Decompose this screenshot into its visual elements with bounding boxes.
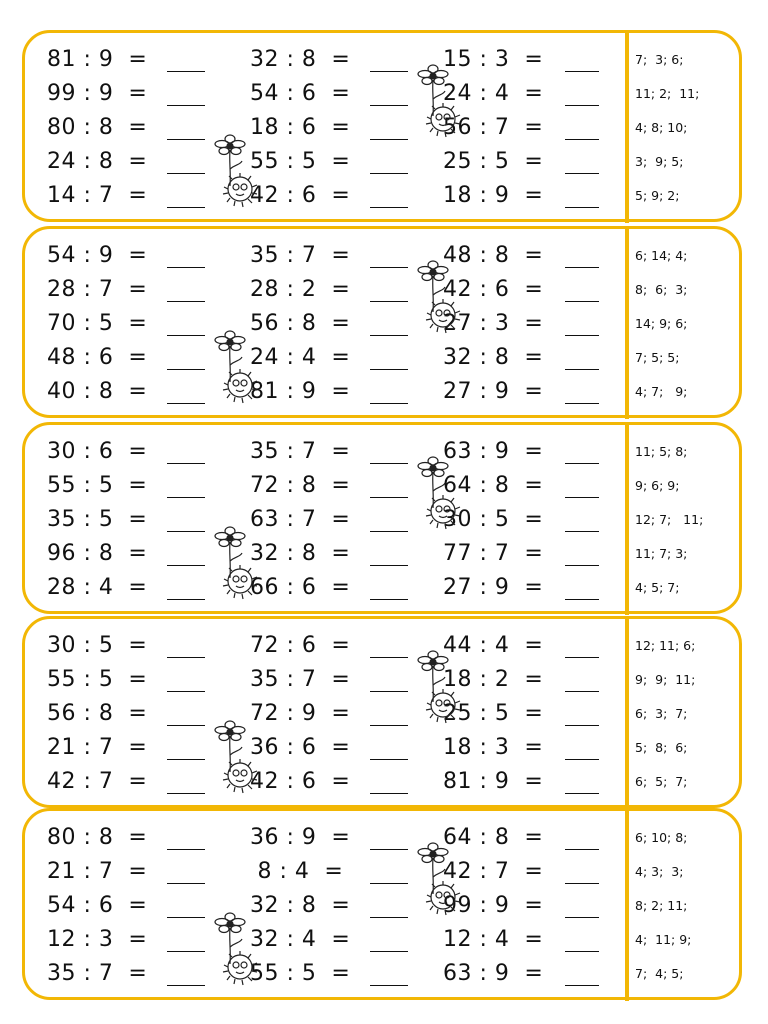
answer-divider bbox=[625, 422, 629, 615]
answer-blank[interactable] bbox=[565, 531, 599, 532]
flower-hedgehog-icon bbox=[403, 453, 463, 537]
answer-key-row: 12; 11; 6; bbox=[635, 638, 696, 653]
division-problem: 24 : 4 = bbox=[443, 81, 544, 106]
answer-blank[interactable] bbox=[565, 301, 599, 302]
flower-hedgehog-icon bbox=[403, 839, 463, 923]
answer-blank[interactable] bbox=[370, 985, 408, 986]
division-problem: 54 : 9 = bbox=[47, 243, 148, 268]
division-problem: 30 : 6 = bbox=[47, 439, 148, 464]
answer-divider bbox=[625, 30, 629, 223]
division-problem: 18 : 6 = bbox=[250, 115, 351, 140]
division-problem: 80 : 8 = bbox=[47, 115, 148, 140]
division-problem: 18 : 3 = bbox=[443, 735, 544, 760]
answer-blank[interactable] bbox=[167, 849, 205, 850]
division-problem: 28 : 2 = bbox=[250, 277, 351, 302]
answer-key-row: 7; 3; 6; bbox=[635, 52, 684, 67]
answer-key-row: 6; 3; 7; bbox=[635, 706, 688, 721]
division-problem: 36 : 9 = bbox=[250, 825, 351, 850]
answer-blank[interactable] bbox=[167, 267, 205, 268]
answer-blank[interactable] bbox=[167, 301, 205, 302]
division-problem: 55 : 5 = bbox=[250, 149, 351, 174]
answer-blank[interactable] bbox=[565, 139, 599, 140]
division-problem: 48 : 8 = bbox=[443, 243, 544, 268]
answer-blank[interactable] bbox=[167, 883, 205, 884]
division-problem: 96 : 8 = bbox=[47, 541, 148, 566]
division-problem: 81 : 9 = bbox=[250, 379, 351, 404]
flower-hedgehog-icon bbox=[403, 647, 463, 731]
answer-key-row: 5; 9; 2; bbox=[635, 188, 680, 203]
answer-blank[interactable] bbox=[565, 951, 599, 952]
answer-blank[interactable] bbox=[370, 369, 408, 370]
division-problem: 18 : 9 = bbox=[443, 183, 544, 208]
answer-blank[interactable] bbox=[167, 691, 205, 692]
division-problem: 42 : 6 = bbox=[443, 277, 544, 302]
division-problem: 35 : 7 = bbox=[250, 439, 351, 464]
division-problem: 80 : 8 = bbox=[47, 825, 148, 850]
division-problem: 63 : 9 = bbox=[443, 439, 544, 464]
division-problem: 32 : 8 = bbox=[443, 345, 544, 370]
division-problem: 21 : 7 = bbox=[47, 735, 148, 760]
flower-hedgehog-icon bbox=[200, 523, 260, 607]
answer-blank[interactable] bbox=[565, 657, 599, 658]
division-problem: 35 : 5 = bbox=[47, 507, 148, 532]
division-problem: 35 : 7 = bbox=[47, 961, 148, 986]
division-problem: 25 : 5 = bbox=[443, 701, 544, 726]
division-problem: 30 : 5 = bbox=[47, 633, 148, 658]
answer-blank[interactable] bbox=[167, 463, 205, 464]
answer-blank[interactable] bbox=[565, 691, 599, 692]
flower-hedgehog-icon bbox=[200, 717, 260, 801]
answer-key-row: 9; 6; 9; bbox=[635, 478, 680, 493]
answer-blank[interactable] bbox=[565, 725, 599, 726]
division-problem: 42 : 6 = bbox=[250, 183, 351, 208]
answer-blank[interactable] bbox=[565, 369, 599, 370]
division-problem: 77 : 7 = bbox=[443, 541, 544, 566]
answer-key-row: 7; 4; 5; bbox=[635, 966, 684, 981]
division-problem: 48 : 6 = bbox=[47, 345, 148, 370]
answer-blank[interactable] bbox=[565, 497, 599, 498]
answer-key-row: 4; 11; 9; bbox=[635, 932, 692, 947]
division-problem: 27 : 9 = bbox=[443, 379, 544, 404]
division-problem: 32 : 4 = bbox=[250, 927, 351, 952]
division-problem: 56 : 8 = bbox=[250, 311, 351, 336]
answer-key-row: 4; 3; 3; bbox=[635, 864, 684, 879]
answer-blank[interactable] bbox=[167, 71, 205, 72]
answer-blank[interactable] bbox=[565, 207, 599, 208]
answer-blank[interactable] bbox=[565, 335, 599, 336]
division-problem: 99 : 9 = bbox=[443, 893, 544, 918]
answer-blank[interactable] bbox=[565, 883, 599, 884]
division-problem: 56 : 8 = bbox=[47, 701, 148, 726]
division-problem: 54 : 6 = bbox=[250, 81, 351, 106]
answer-key-row: 9; 9; 11; bbox=[635, 672, 696, 687]
division-problem: 63 : 7 = bbox=[250, 507, 351, 532]
division-problem: 81 : 9 = bbox=[443, 769, 544, 794]
division-problem: 30 : 5 = bbox=[443, 507, 544, 532]
flower-hedgehog-icon bbox=[200, 327, 260, 411]
answer-key-row: 11; 5; 8; bbox=[635, 444, 688, 459]
division-problem: 55 : 5 = bbox=[47, 473, 148, 498]
division-problem: 25 : 5 = bbox=[443, 149, 544, 174]
answer-blank[interactable] bbox=[167, 497, 205, 498]
answer-blank[interactable] bbox=[565, 403, 599, 404]
answer-key-row: 11; 7; 3; bbox=[635, 546, 688, 561]
division-problem: 32 : 8 = bbox=[250, 893, 351, 918]
division-problem: 81 : 9 = bbox=[47, 47, 148, 72]
division-problem: 42 : 7 = bbox=[47, 769, 148, 794]
division-problem: 12 : 3 = bbox=[47, 927, 148, 952]
division-problem: 66 : 6 = bbox=[250, 575, 351, 600]
answer-blank[interactable] bbox=[565, 173, 599, 174]
flower-hedgehog-icon bbox=[403, 61, 463, 145]
answer-blank[interactable] bbox=[565, 71, 599, 72]
answer-key-row: 8; 2; 11; bbox=[635, 898, 688, 913]
division-problem: 27 : 3 = bbox=[443, 311, 544, 336]
division-problem: 72 : 8 = bbox=[250, 473, 351, 498]
answer-key-row: 11; 2; 11; bbox=[635, 86, 700, 101]
division-problem: 32 : 8 = bbox=[250, 47, 351, 72]
division-problem: 55 : 5 = bbox=[47, 667, 148, 692]
answer-blank[interactable] bbox=[370, 951, 408, 952]
answer-key-row: 8; 6; 3; bbox=[635, 282, 688, 297]
answer-blank[interactable] bbox=[167, 105, 205, 106]
exercise-card bbox=[22, 226, 742, 418]
answer-key-row: 4; 8; 10; bbox=[635, 120, 688, 135]
answer-blank[interactable] bbox=[565, 985, 599, 986]
division-problem: 40 : 8 = bbox=[47, 379, 148, 404]
answer-blank[interactable] bbox=[370, 793, 408, 794]
exercise-card bbox=[22, 616, 742, 808]
division-problem: 72 : 6 = bbox=[250, 633, 351, 658]
division-problem: 64 : 8 = bbox=[443, 825, 544, 850]
division-problem: 72 : 9 = bbox=[250, 701, 351, 726]
division-problem: 28 : 7 = bbox=[47, 277, 148, 302]
flower-hedgehog-icon bbox=[200, 909, 260, 993]
division-problem: 18 : 2 = bbox=[443, 667, 544, 692]
answer-blank[interactable] bbox=[370, 565, 408, 566]
division-problem: 15 : 3 = bbox=[443, 47, 544, 72]
answer-key-row: 5; 8; 6; bbox=[635, 740, 688, 755]
answer-blank[interactable] bbox=[370, 759, 408, 760]
answer-key-row: 14; 9; 6; bbox=[635, 316, 688, 331]
exercise-card bbox=[22, 422, 742, 614]
answer-key-row: 3; 9; 5; bbox=[635, 154, 684, 169]
flower-hedgehog-icon bbox=[403, 257, 463, 341]
answer-blank[interactable] bbox=[565, 793, 599, 794]
answer-blank[interactable] bbox=[565, 759, 599, 760]
division-problem: 42 : 6 = bbox=[250, 769, 351, 794]
answer-blank[interactable] bbox=[565, 565, 599, 566]
answer-key-row: 7; 5; 5; bbox=[635, 350, 680, 365]
division-problem: 24 : 8 = bbox=[47, 149, 148, 174]
answer-key-row: 6; 10; 8; bbox=[635, 830, 688, 845]
answer-blank[interactable] bbox=[370, 599, 408, 600]
division-problem: 27 : 9 = bbox=[443, 575, 544, 600]
answer-blank[interactable] bbox=[565, 463, 599, 464]
division-problem: 32 : 8 = bbox=[250, 541, 351, 566]
answer-key-row: 12; 7; 11; bbox=[635, 512, 704, 527]
answer-blank[interactable] bbox=[370, 403, 408, 404]
division-problem: 63 : 9 = bbox=[443, 961, 544, 986]
division-problem: 35 : 7 = bbox=[250, 243, 351, 268]
flower-hedgehog-icon bbox=[200, 131, 260, 215]
answer-blank[interactable] bbox=[370, 173, 408, 174]
answer-blank[interactable] bbox=[167, 657, 205, 658]
answer-divider bbox=[625, 616, 629, 809]
answer-key-row: 4; 7; 9; bbox=[635, 384, 688, 399]
division-problem: 42 : 7 = bbox=[443, 859, 544, 884]
exercise-card bbox=[22, 30, 742, 222]
answer-blank[interactable] bbox=[565, 267, 599, 268]
answer-key-row: 6; 5; 7; bbox=[635, 774, 688, 789]
division-problem: 56 : 7 = bbox=[443, 115, 544, 140]
answer-blank[interactable] bbox=[370, 207, 408, 208]
exercise-card bbox=[22, 808, 742, 1000]
answer-blank[interactable] bbox=[565, 105, 599, 106]
answer-divider bbox=[625, 808, 629, 1001]
division-problem: 12 : 4 = bbox=[443, 927, 544, 952]
answer-divider bbox=[625, 226, 629, 419]
division-problem: 21 : 7 = bbox=[47, 859, 148, 884]
division-problem: 14 : 7 = bbox=[47, 183, 148, 208]
division-problem: 24 : 4 = bbox=[250, 345, 351, 370]
division-problem: 64 : 8 = bbox=[443, 473, 544, 498]
answer-blank[interactable] bbox=[565, 599, 599, 600]
answer-blank[interactable] bbox=[565, 849, 599, 850]
division-problem: 55 : 5 = bbox=[250, 961, 351, 986]
division-problem: 28 : 4 = bbox=[47, 575, 148, 600]
answer-key-row: 6; 14; 4; bbox=[635, 248, 688, 263]
division-problem: 99 : 9 = bbox=[47, 81, 148, 106]
division-problem: 36 : 6 = bbox=[250, 735, 351, 760]
division-problem: 54 : 6 = bbox=[47, 893, 148, 918]
division-problem: 8 : 4 = bbox=[250, 859, 344, 884]
division-problem: 70 : 5 = bbox=[47, 311, 148, 336]
answer-blank[interactable] bbox=[565, 917, 599, 918]
answer-key-row: 4; 5; 7; bbox=[635, 580, 680, 595]
division-problem: 35 : 7 = bbox=[250, 667, 351, 692]
division-problem: 44 : 4 = bbox=[443, 633, 544, 658]
